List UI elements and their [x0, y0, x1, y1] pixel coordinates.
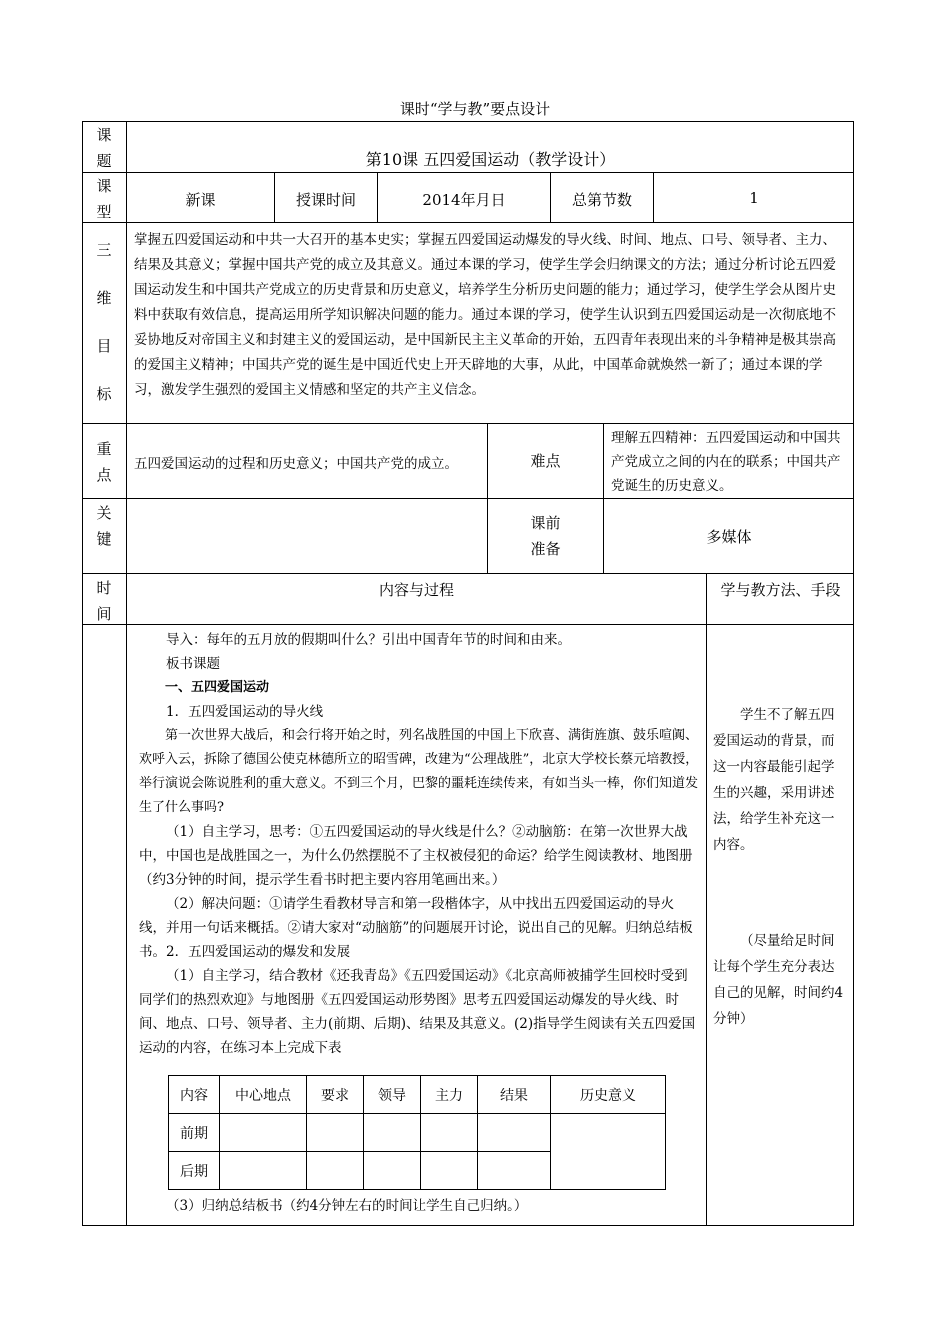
subsection-heading: 1．五四爱国运动的导火线: [166, 704, 324, 720]
table-cell: [478, 1114, 551, 1152]
significance-merged-cell: [551, 1114, 666, 1190]
step2-text: （2）解决问题：①请学生看教材导言和第一段楷体字，从中找出五四爱国运动的导火线，并用一句话来概括。②请大家对“动脑筋”的问题展开讨论，说出自己的见解。归纳总结板书。2．五四爱国运动的爆发和发展: [139, 896, 693, 960]
method-note-discussion: （尽量给足时间让每个学生充分表达自己的见解，时间约4分钟）: [713, 933, 844, 1027]
lesson-content-end: [139, 1194, 699, 1218]
time-label: 时 间: [96, 579, 112, 623]
class-date-value: 2014年月日: [422, 191, 506, 209]
content-process-header: 内容与过程: [378, 581, 454, 599]
table-header-cell: 主力: [421, 1076, 478, 1114]
table-cell: [364, 1152, 421, 1190]
table-cell: [220, 1152, 307, 1190]
critical-label: 关 键: [96, 504, 112, 548]
key-points-text: 五四爱国运动的过程和历史意义；中国共产党的成立。: [134, 456, 458, 472]
table-cell: [421, 1114, 478, 1152]
table-header-cell: 结果: [478, 1076, 551, 1114]
step1-text: （1）自主学习，思考：①五四爱国运动的导火线是什么？②动脑筋：在第一次世界大战中，中国也是战胜国之一，为什么仍然摆脱不了主权被侵犯的命运？给学生阅读教材、地图册（约3分钟的时间，提示学生看书时把主要内容用笔画出来。）: [139, 824, 693, 888]
table-row-label: 前期: [169, 1114, 220, 1152]
section-heading: 一、五四爱国运动: [165, 680, 270, 695]
method-note-background: 学生不了解五四爱国运动的背景，而这一内容最能引起学生的兴趣，采用讲述法，给学生补充这一内容。: [713, 707, 835, 853]
table-header-row: [169, 1076, 666, 1114]
total-sessions-value: 1: [749, 189, 759, 207]
topic-label: 课 题: [96, 126, 112, 170]
table-cell: [307, 1152, 364, 1190]
table-header-cell: 内容: [169, 1076, 220, 1114]
table-cell: [364, 1114, 421, 1152]
table-row-label: 后期: [169, 1152, 220, 1190]
table-header-cell: 领导: [364, 1076, 421, 1114]
prep-value: 多媒体: [706, 528, 752, 546]
difficulty-text: 理解五四精神：五四爱国运动和中国共产党成立之间的内在的联系；中国共产党诞生的历史意义。: [611, 430, 841, 494]
lesson-type-value: 新课: [185, 191, 216, 209]
three-dimensional-goals: 掌握五四爱国运动和中共一大召开的基本史实；掌握五四爱国运动爆发的导火线、时间、地点、口号、领导者、主力、结果及其意义；掌握中国共产党的成立及其意义。通过本课的学习，使学生学会归纳课文的方法；通过分析讨论五四爱国运动发生和中国共产党成立的历史背景和历史意义，培养学生分析历史问题的能力；通过学习，使学生学会从图片史料中获取有效信息，提高运用所学知识解决问题的能力。通过本课的学习，使学生认识到五四爱国运动是一次彻底地不妥协地反对帝国主义和封建主义的爱国运动，是中国新民主主义革命的开始，五四青年表现出来的斗争精神是极其崇高的爱国主义精神；中国共产党的诞生是中国近代史上开天辟地的大事，从此，中国革命就焕然一新了；通过本课的学习，激发学生强烈的爱国主义情感和坚定的共产主义信念。: [134, 232, 836, 398]
exercise-table: [168, 1075, 666, 1190]
method-header: 学与教方法、手段: [720, 581, 841, 599]
class-time-label: 授课时间: [295, 191, 356, 209]
table-row: [169, 1114, 666, 1152]
key-points-label: 重 点: [96, 440, 112, 484]
table-cell: [478, 1152, 551, 1190]
board-title-text: 板书课题: [166, 656, 220, 672]
step3-text: （1）自主学习，结合教材《还我青岛》《五四爱国运动》《北京高师被捕学生回校时受到同学们的热烈欢迎》与地图册《五四爱国运动形势图》思考五四爱国运动爆发的导火线、时间、地点、口号、领导者、主力(前期、后期)、结果及其意义。(2)指导学生阅读有关五四爱国运动的内容，在练习本上完成下表: [139, 968, 696, 1056]
prep-label: 课前 准备: [530, 514, 561, 558]
lesson-content: [139, 628, 699, 1060]
lesson-title: 第10课 五四爱国运动（教学设计）: [365, 150, 616, 169]
document-title: 课时“学与教”要点设计: [399, 100, 551, 118]
intro-text: 导入：每年的五月放的假期叫什么？引出中国青年节的时间和由来。: [166, 632, 571, 648]
table-header-cell: 历史意义: [551, 1076, 666, 1114]
total-sessions-label: 总第节数: [571, 191, 632, 209]
goals-label: 三 维 目 标: [96, 241, 112, 403]
type-label: 课 型: [96, 177, 112, 221]
table-header-cell: 要求: [307, 1076, 364, 1114]
table-header-cell: 中心地点: [220, 1076, 307, 1114]
story-text: 第一次世界大战后，和会行将开始之时，列名战胜国的中国上下欣喜、满街旌旗、鼓乐喧阗、欢呼入云，拆除了德国公使克林德所立的昭雪碑，改建为“公理战胜”，北京大学校长蔡元培教授，举行演说会陈说胜利的重大意义。不到三个月，巴黎的噩耗连续传来，有如当头一棒，你们知道发生了什么事吗?: [139, 728, 699, 815]
step4-text: （3）归纳总结板书（约4分钟左右的时间让学生自己归纳。）: [166, 1198, 528, 1214]
table-cell: [421, 1152, 478, 1190]
table-cell: [307, 1114, 364, 1152]
difficulty-label: 难点: [530, 452, 561, 470]
table-cell: [220, 1114, 307, 1152]
